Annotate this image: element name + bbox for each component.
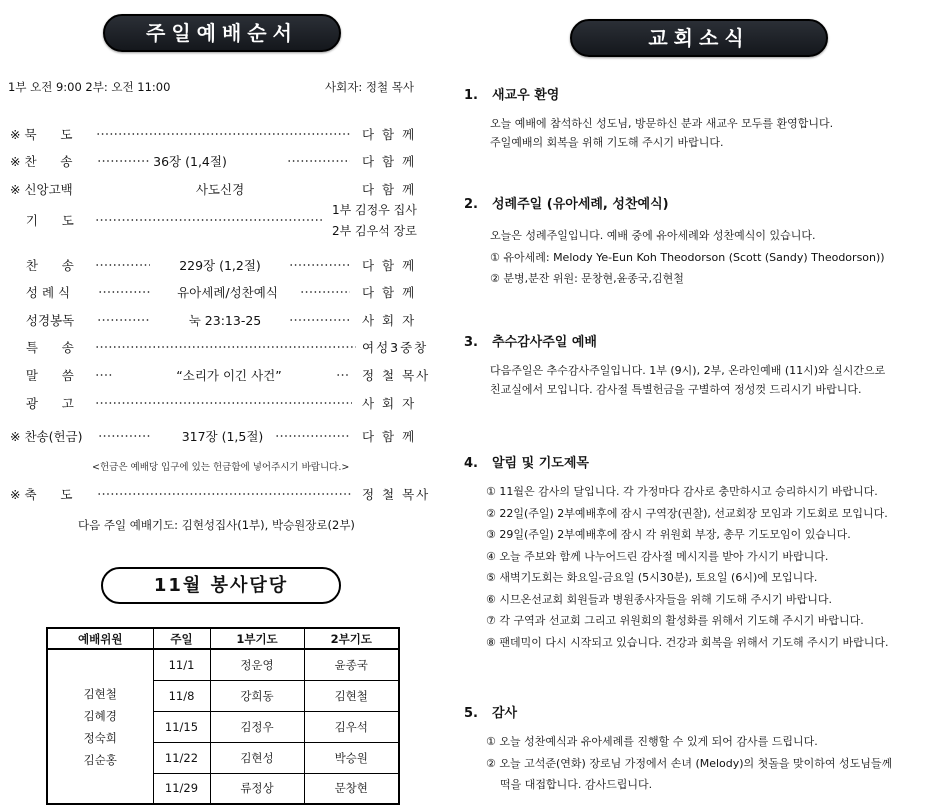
news-line: 다음주일은 추수감사주일입니다. 1부 (9시), 2부, 온라인예배 (11시)와 실시간으로 (490, 364, 886, 377)
order-item-content: 317장 (1,5절) (181, 429, 264, 444)
worship-order-item (0, 283, 430, 303)
first-service-prayer: 강희동 (210, 680, 304, 711)
sunday-date: 11/8 (153, 680, 210, 711)
news-line: ② 분병,분잔 위원: 문창현,윤종국,김현철 (490, 272, 684, 285)
service-times: 1부 오전 9:00 2부: 오전 11:00 (8, 80, 171, 94)
order-item-label: 성 례 식 (10, 285, 71, 300)
dotted-leader (95, 374, 112, 376)
section-number: 2. (464, 197, 478, 212)
news-line: ② 오늘 고석준(연화) 장로님 가정에서 손녀 (Melody)의 첫돌을 맞이하여 성도님들께 (486, 756, 893, 770)
first-service-prayer: 김현성 (210, 742, 304, 773)
dotted-leader (95, 264, 150, 266)
section-number: 3. (464, 335, 478, 350)
order-item-label: 말 씀 (10, 368, 74, 383)
news-line: ① 오늘 성찬예식과 유아세례를 진행할 수 있게 되어 감사를 드립니다. (486, 735, 818, 748)
worship-order-title: 주일예배순서 (103, 14, 341, 52)
header-first-prayer: 1부기도 (210, 628, 304, 649)
sunday-date: 11/29 (153, 773, 210, 804)
order-item-label: ※ 찬송(헌금) (10, 429, 83, 444)
order-item-leader: 다 함 께 (362, 258, 417, 273)
order-item-label: 찬 송 (10, 258, 74, 273)
news-section-title (464, 452, 589, 471)
committee-member: 정숙희 (83, 730, 117, 745)
dotted-leader (287, 160, 350, 162)
worship-order-item (0, 338, 430, 358)
order-item-content: 229장 (1,2절) (179, 258, 261, 273)
table-row (47, 649, 399, 680)
worship-order-item (0, 394, 430, 414)
dotted-leader (95, 402, 352, 404)
dotted-leader (97, 493, 352, 495)
news-line: ⑦ 각 구역과 선교회 그리고 위원회의 활성화를 위해서 기도해 주시기 바랍니다. (486, 614, 864, 627)
news-section-title (464, 331, 597, 350)
offering-note: <헌금은 예배당 입구에 있는 헌금함에 넣어주시기 바랍니다.> (92, 462, 350, 473)
news-line: 친교실에서 모입니다. 감사절 특별헌금을 구별하여 정성껏 드리시기 바랍니다. (490, 383, 862, 396)
order-item-leader: 1부 김정우 집사 (332, 203, 417, 217)
presider: 사회자: 정철 목사 (325, 80, 414, 94)
news-line: ④ 오늘 주보와 함께 나누어드린 감사절 메시지를 받아 가시기 바랍니다. (486, 549, 829, 563)
order-item-leader: 여성3중창 (362, 340, 429, 355)
sunday-date: 11/15 (153, 711, 210, 742)
worship-order-item (0, 256, 430, 276)
dotted-leader (95, 219, 322, 221)
section-heading: 성례주일 (유아세례, 성찬예식) (492, 197, 669, 212)
second-service-prayer: 윤종국 (304, 649, 399, 680)
committee-member: 김혜경 (83, 708, 117, 723)
header-second-prayer: 2부기도 (304, 628, 399, 649)
news-line: ① 유아세례: Melody Ye-Eun Koh Theodorson (Scott (Sandy) Theodorson)) (490, 250, 885, 264)
order-item-leader: 다 함 께 (362, 429, 417, 444)
sunday-date: 11/1 (153, 649, 210, 680)
order-item-leader: 정 철 목사 (362, 487, 431, 502)
news-line: 떡을 대접합니다. 감사드립니다. (500, 778, 653, 791)
volunteer-title: 11월 봉사담당 (101, 567, 341, 604)
news-section-title (464, 193, 669, 212)
order-item-label: 특 송 (10, 340, 74, 355)
order-item-leader: 다 함 께 (362, 285, 417, 300)
dotted-leader (336, 374, 350, 376)
order-item-label: 광 고 (10, 396, 74, 411)
order-item-leader: 다 함 께 (362, 182, 417, 197)
second-service-prayer: 김현철 (304, 680, 399, 711)
second-service-prayer: 김우석 (304, 711, 399, 742)
worship-order-item (0, 125, 430, 145)
header-sunday: 주일 (153, 628, 210, 649)
sunday-date: 11/22 (153, 742, 210, 773)
volunteer-table (46, 627, 400, 805)
worship-order-item (0, 203, 430, 238)
section-heading: 감사 (492, 706, 518, 721)
order-item-content: “소리가 이긴 사건” (176, 368, 282, 383)
second-service-prayer: 박승원 (304, 742, 399, 773)
order-item-content: 사도신경 (195, 182, 245, 197)
dotted-leader (95, 346, 356, 348)
news-line: ⑤ 새벽기도회는 화요일-금요일 (5시30분), 토요일 (6시)에 모입니다. (486, 571, 818, 584)
order-item-leader: 정 철 목사 (362, 368, 431, 383)
dotted-leader (289, 264, 350, 266)
news-section-body (486, 731, 892, 796)
news-section-title (464, 702, 517, 721)
news-section-title (464, 84, 559, 103)
committee-member: 김순홍 (83, 752, 117, 767)
news-line: ⑥ 시므온선교회 회원들과 병원종사자들을 위해 기도해 주시기 바랍니다. (486, 592, 832, 606)
order-item-leader: 다 함 께 (362, 127, 417, 142)
dotted-leader (300, 291, 350, 293)
worship-order-item (0, 311, 430, 331)
worship-order-item (0, 485, 430, 505)
church-news-title: 교회소식 (570, 19, 828, 57)
order-item-content: 36장 (1,4절) (153, 154, 227, 169)
second-service-prayer: 문창현 (304, 773, 399, 804)
order-item-label: 기 도 (10, 213, 74, 228)
news-section-body (490, 114, 833, 152)
news-line: ⑧ 팬데믹이 다시 시작되고 있습니다. 건강과 회복을 위해서 기도해 주시기 바랍니다. (486, 635, 889, 649)
order-item-content: 눅 23:13-25 (188, 313, 262, 328)
section-heading: 알림 및 기도제목 (492, 456, 589, 471)
worship-order-item (0, 366, 430, 386)
news-line: ② 22일(주일) 2부예배후에 잠시 구역장(권찰), 선교회장 모임과 기도회로 모입니다. (486, 506, 888, 520)
first-service-prayer: 정운영 (210, 649, 304, 680)
first-service-prayer: 류정상 (210, 773, 304, 804)
news-line: ③ 29일(주일) 2부예배후에 잠시 각 위원회 부장, 총무 기도모임이 있습니다. (486, 528, 851, 541)
committee-members (47, 649, 153, 804)
order-item-label: 성경봉독 (10, 313, 75, 328)
news-line: 오늘 예배에 참석하신 성도님, 방문하신 분과 새교우 모두를 환영합니다. (490, 117, 834, 130)
worship-order-item (0, 427, 430, 447)
dotted-leader (98, 291, 150, 293)
section-number: 1. (464, 88, 478, 103)
news-line: 오늘은 성례주일입니다. 예배 중에 유아세례와 성찬예식이 있습니다. (490, 229, 816, 242)
order-item-content: 유아세례/성찬예식 (177, 285, 278, 300)
order-item-leader: 사 회 자 (362, 313, 417, 328)
header-committee: 예배위원 (47, 628, 153, 649)
first-service-prayer: 김정우 (210, 711, 304, 742)
section-heading: 새교우 환영 (492, 88, 560, 103)
worship-order-item (0, 152, 430, 172)
next-week-prayer: 다음 주일 예배기도: 김현성집사(1부), 박승원장로(2부) (78, 518, 355, 532)
section-number: 5. (464, 706, 478, 721)
section-number: 4. (464, 456, 478, 471)
order-item-label: ※ 축 도 (10, 487, 73, 502)
order-item-label: ※ 신앙고백 (10, 182, 73, 197)
order-item-label: ※ 묵 도 (10, 127, 73, 142)
news-section-body (490, 225, 885, 290)
worship-order-item (0, 180, 430, 200)
order-item-leader: 2부 김우석 장로 (332, 224, 417, 238)
dotted-leader (97, 319, 150, 321)
order-item-label: ※ 찬 송 (10, 154, 73, 169)
dotted-leader (96, 133, 352, 135)
order-item-leader: 다 함 께 (362, 154, 417, 169)
committee-member: 김현철 (83, 686, 117, 701)
order-item-leader: 사 회 자 (362, 396, 417, 411)
news-line: 주일예배의 회복을 위해 기도해 주시기 바랍니다. (490, 136, 724, 149)
section-heading: 추수감사주일 예배 (492, 335, 597, 350)
dotted-leader (98, 435, 150, 437)
news-line: ① 11월은 감사의 달입니다. 각 가정마다 감사로 충만하시고 승리하시기 바랍니다. (486, 485, 878, 498)
news-section-body (490, 361, 885, 399)
news-section-body (486, 481, 888, 653)
